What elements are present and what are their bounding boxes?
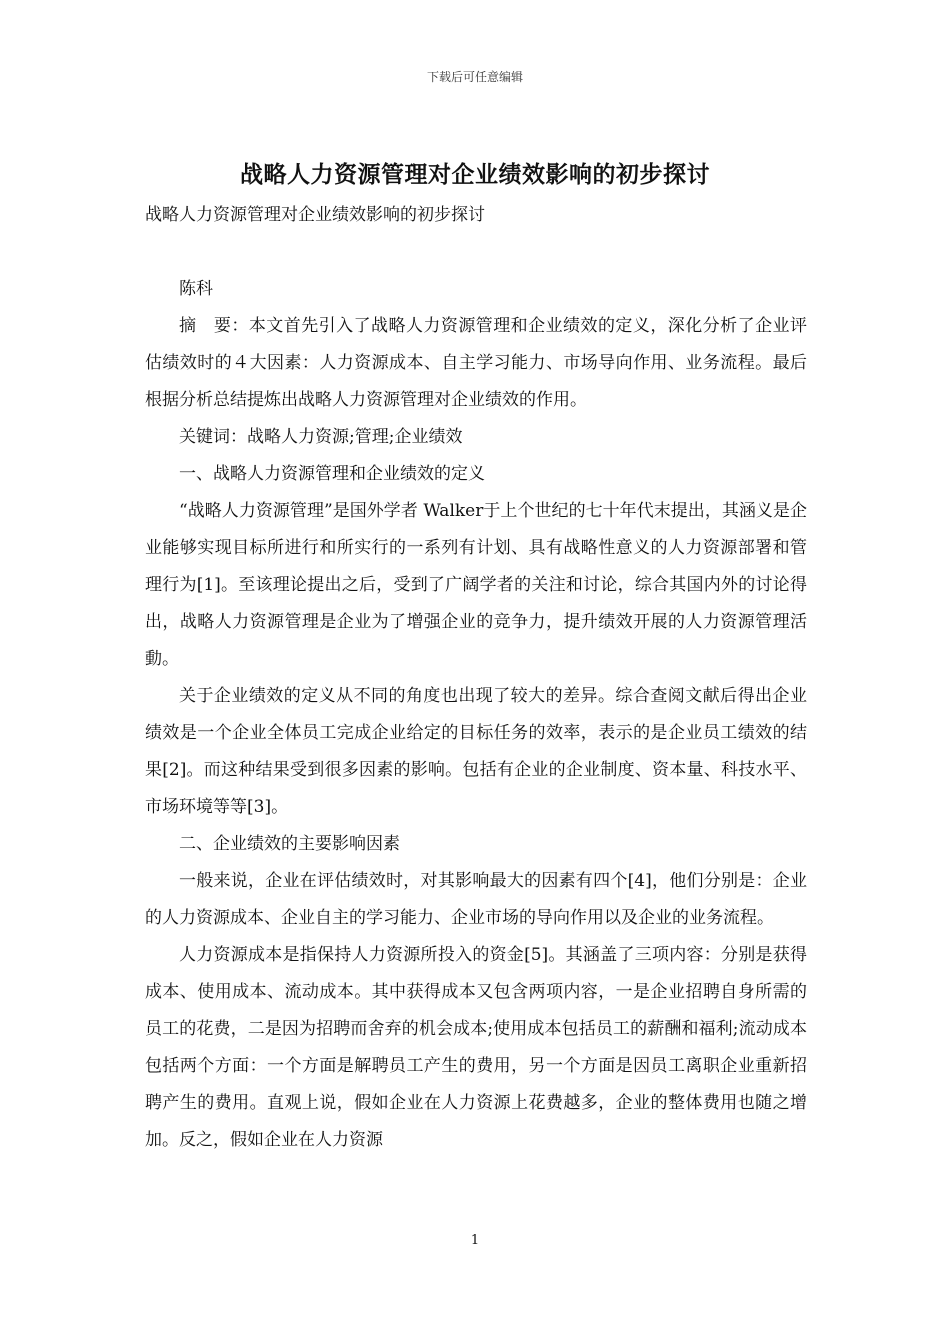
author: 陈科	[179, 279, 213, 299]
section-heading-2: 二、企业绩效的主要影响因素	[179, 834, 400, 854]
abstract-paragraph: 摘 要：本文首先引入了战略人力资源管理和企业绩效的定义，深化分析了企业评估绩效时的４大因素：人力资源成本、自主学习能力、市场导向作用、业务流程。最后根据分析总结提炼出战略人力资源管理对企业绩效的作用。	[145, 316, 807, 410]
document-title: 战略人力资源管理对企业绩效影响的初步探讨	[240, 161, 710, 188]
blank-line	[145, 234, 807, 271]
body-paragraph: 人力资源成本是指保持人力资源所投入的资金[5]。其涵盖了三项内容：分别是获得成本、使用成本、流动成本。其中获得成本又包含两项内容，一是企业招聘自身所需的员工的花费，二是因为招聘而舍弃的机会成本;使用成本包括员工的薪酬和福利;流动成本包括两个方面：一个方面是解聘员工产生的费用，另一个方面是因员工离职企业重新招聘产生的费用。直观上说，假如企业在人力资源上花费越多，企业的整体费用也随之增加。反之，假如企业在人力资源	[145, 945, 807, 1150]
page-header: 下载后可任意编辑	[426, 70, 523, 84]
section-heading-1: 一、战略人力资源管理和企业绩效的定义	[179, 464, 485, 484]
body-paragraph: “战略人力资源管理”是国外学者 Walker于上个世纪的七十年代末提出，其涵义是企业能够实现目标所进行和所实行的一系列有计划、具有战略性意义的人力资源部署和管理行为[1]。至该理论提出之后，受到了广阔学者的关注和讨论，综合其国内外的讨论得出，战略人力资源管理是企业为了增强企业的竞争力，提升绩效开展的人力资源管理活動。	[145, 501, 807, 669]
document-body	[145, 197, 807, 1159]
page-number: 1	[470, 1233, 480, 1248]
subtitle: 战略人力资源管理对企业绩效影响的初步探讨	[145, 205, 485, 225]
body-paragraph: 关于企业绩效的定义从不同的角度也出现了较大的差异。综合查阅文献后得出企业绩效是一个企业全体员工完成企业给定的目标任务的效率，表示的是企业员工绩效的结果[2]。而这种结果受到很多因素的影响。包括有企业的企业制度、资本量、科技水平、市场环境等等[3]。	[145, 686, 807, 817]
keywords-paragraph: 关键词：战略人力资源;管理;企业绩效	[179, 427, 463, 447]
body-paragraph: 一般来说，企业在评估绩效时，对其影响最大的因素有四个[4]，他们分别是：企业的人力资源成本、企业自主的学习能力、企业市场的导向作用以及企业的业务流程。	[145, 871, 807, 928]
